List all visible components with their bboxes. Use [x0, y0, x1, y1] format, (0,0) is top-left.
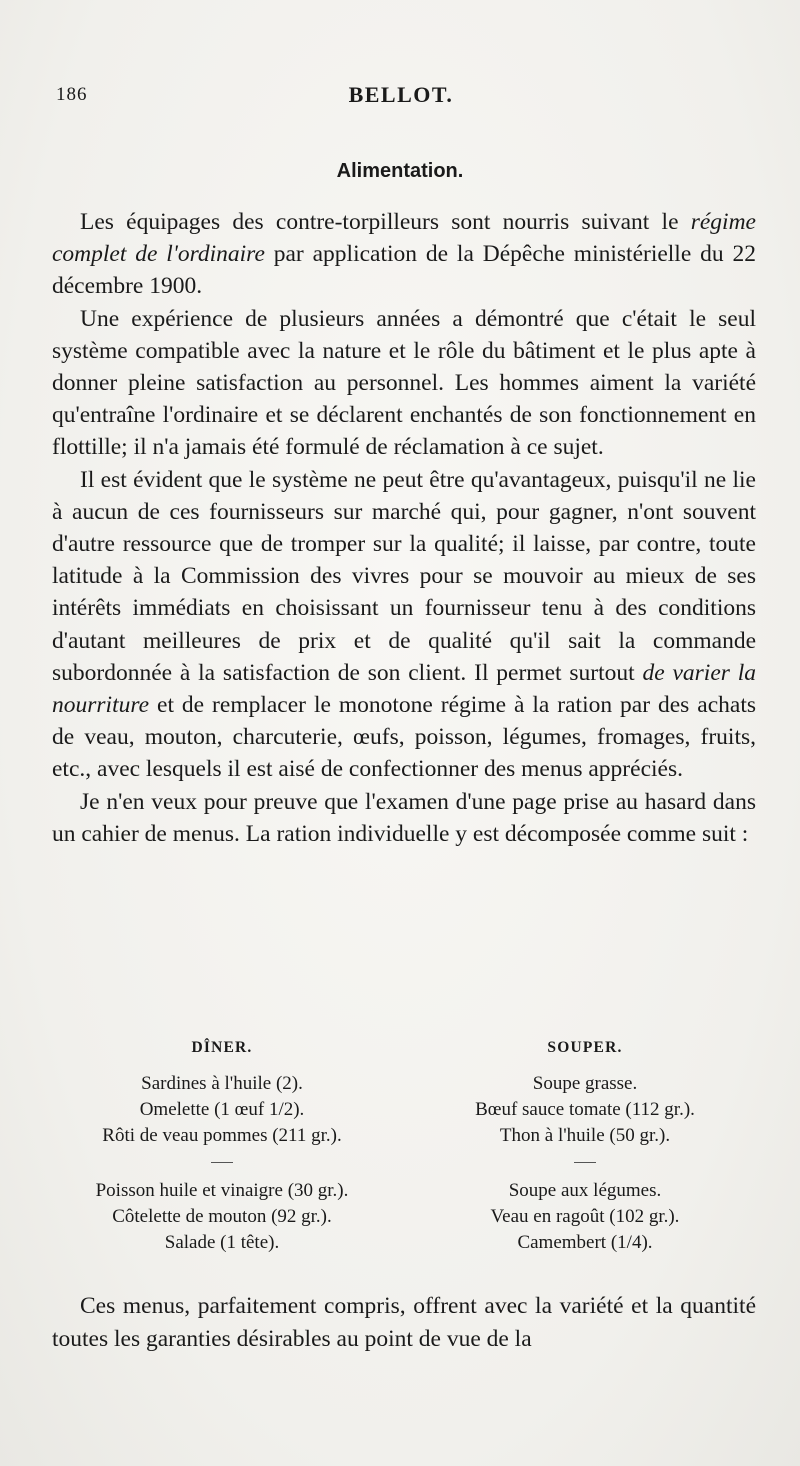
closing-text [52, 1290, 756, 1355]
paragraph-1-emphasis: régime complet de l'ordinaire [52, 209, 756, 268]
menus-table [52, 1035, 756, 1260]
souper-menu [414, 1035, 756, 1256]
menu-item: Thon à l'huile (50 gr.). [499, 1125, 671, 1146]
paragraph-1-text-b: par application de la Dépêche ministérielle du 22 décembre 1900. [52, 241, 756, 300]
menu-item: Côtelette de mouton (92 gr.). [112, 1206, 332, 1227]
menu-item: Veau en ragoût (102 gr.). [490, 1206, 680, 1227]
menu-separator [574, 1162, 596, 1163]
menu-item: Bœuf sauce tomate (112 gr.). [475, 1099, 695, 1120]
diner-menu [52, 1035, 392, 1256]
menu-item: Rôti de veau pommes (211 gr.). [102, 1125, 342, 1146]
running-head: BELLOT. [348, 82, 454, 107]
menu-item: Poisson huile et vinaigre (30 gr.). [95, 1180, 349, 1201]
menu-item: Camembert (1/4). [517, 1232, 653, 1253]
menu-item: Omelette (1 œuf 1/2). [139, 1099, 305, 1120]
paragraph-1 [52, 206, 756, 303]
paragraph-1-text-a: Les équipages des contre-torpilleurs sont nourris suivant le [80, 209, 691, 235]
menu-item: Sardines à l'huile (2). [141, 1073, 303, 1094]
menu-separator [211, 1162, 233, 1163]
body-text [52, 206, 756, 850]
page-number: 186 [56, 84, 88, 105]
paragraph-3-emphasis: de varier la nourriture [52, 659, 756, 719]
menu-item: Salade (1 tête). [164, 1232, 280, 1253]
diner-title: DÎNER. [191, 1039, 253, 1056]
section-title: Alimentation. [336, 160, 464, 182]
page-header [56, 82, 746, 112]
paragraph-3-text-a: Il est évident que le système ne peut être qu'avantageux, puisqu'il ne lie à aucun de ces fournisseurs sur marché qui, pour gagner, n'ont souvent d'autre ressource que de tromper sur la qualité; il laisse, par contre, toute latitude à la Commission des vivres pour se mouvoir au mieux de ses intérêts immédiats en choisissant un fournisseur tenu à des conditions d'autant meilleures de prix et de qualité qu'il sait la commande subordonnée à la satisfaction de son client. Il permet surtout [52, 466, 756, 686]
paragraph-4: Je n'en veux pour preuve que l'examen d'une page prise au hasard dans un cahier de menus. La ration individuelle y est décomposée comme suit : [52, 788, 756, 847]
souper-title: SOUPER. [547, 1039, 623, 1056]
closing-paragraph: Ces menus, parfaitement compris, offrent avec la variété et la quantité toutes les garanties désirables au point de vue de la [52, 1293, 756, 1352]
paragraph-3-text-b: et de remplacer le monotone régime à la ration par des achats de veau, mouton, charcuterie, œufs, poisson, légumes, fromages, fruits, etc., avec lesquels il est aisé de confectionner des menus appréciés. [52, 692, 756, 783]
menu-item: Soupe grasse. [532, 1073, 638, 1094]
paragraph-2: Une expérience de plusieurs années a démontré que c'était le seul système compatible avec la nature et le rôle du bâtiment et le plus apte à donner pleine satisfaction au personnel. Les hommes aiment la variété qu'entraîne l'ordinaire et se déclarent enchantés de son fonctionnement en flottille; il n'a jamais été formulé de réclamation à ce sujet. [52, 305, 756, 461]
menu-item: Soupe aux légumes. [508, 1180, 662, 1201]
paragraph-3 [52, 464, 756, 786]
